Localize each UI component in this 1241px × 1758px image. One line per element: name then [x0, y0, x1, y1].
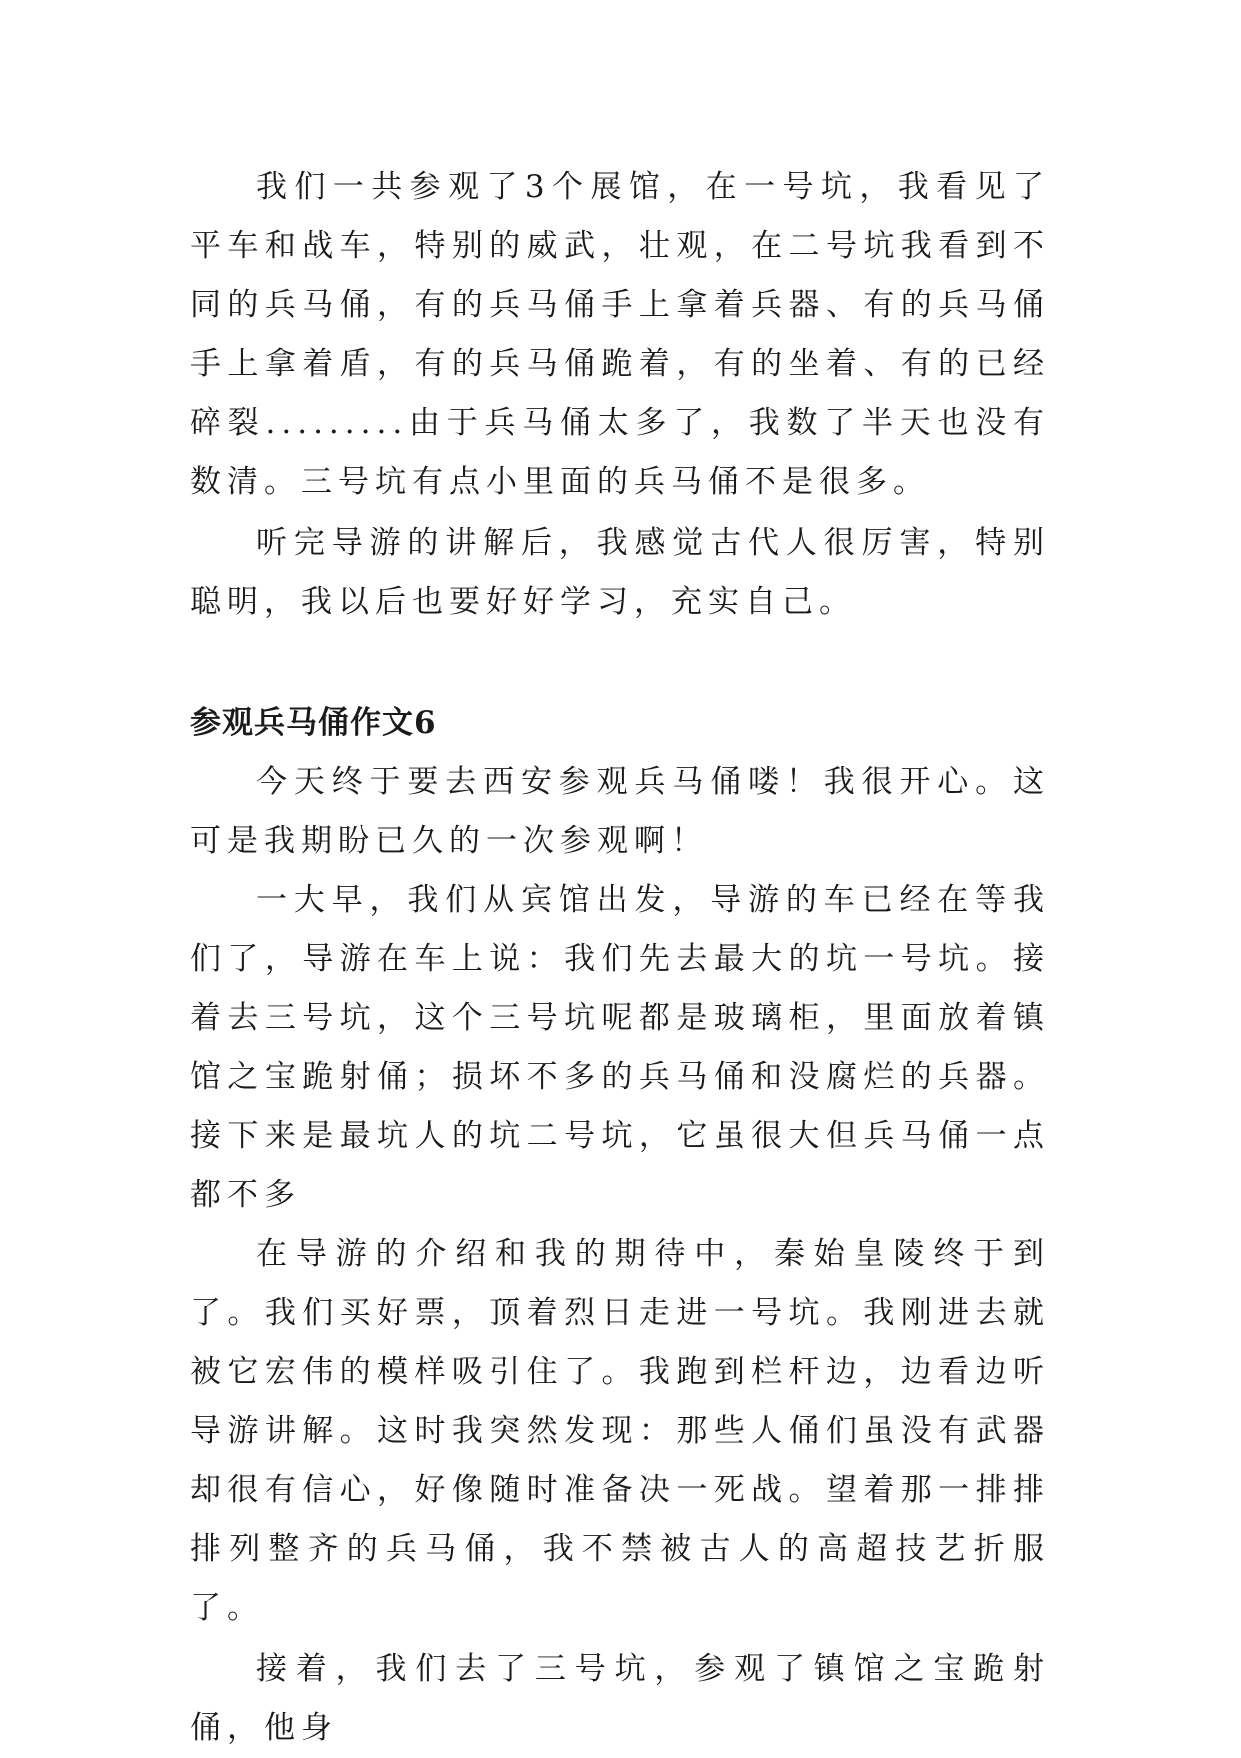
- paragraph-pit-three: 接着，我们去了三号坑，参观了镇馆之宝跪射俑，他身: [190, 1651, 1050, 1746]
- document-page: [190, 158, 1050, 1758]
- paragraph-trip-start: 今天终于要去西安参观兵马俑喽！我很开心。这可是我期盼已久的一次参观啊！: [190, 764, 1050, 859]
- paragraph-morning-departure: 一大早，我们从宾馆出发，导游的车已经在等我们了，导游在车上说：我们先去最大的坑一号坑。接着去三号坑，这个三号坑呢都是玻璃柜，里面放着镇馆之宝跪射俑；损坏不多的兵马俑和没腐烂的兵器。接下来是最坑人的坑二号坑，它虽很大但兵马俑一点都不多: [190, 882, 1050, 1213]
- paragraph-exhibits: 我们一共参观了3个展馆，在一号坑，我看见了平车和战车，特别的威武，壮观，在二号坑我看到不同的兵马俑，有的兵马俑手上拿着兵器、有的兵马俑手上拿着盾，有的兵马俑跪着，有的坐着、有的已经碎裂.........由于兵马俑太多了，我数了半天也没有数清。三号坑有点小里面的兵马俑不是很多。: [190, 169, 1050, 500]
- paragraph-guide-impression: 听完导游的讲解后，我感觉古代人很厉害，特别聪明，我以后也要好好学习，充实自己。: [190, 525, 1050, 620]
- paragraph-pit-one: 在导游的介绍和我的期待中，秦始皇陵终于到了。我们买好票，顶着烈日走进一号坑。我刚进去就被它宏伟的模样吸引住了。我跑到栏杆边，边看边听导游讲解。这时我突然发现：那些人俑们虽没有武器却很有信心，好像随时准备决一死战。望着那一排排排列整齐的兵马俑，我不禁被古人的高超技艺折服了。: [190, 1236, 1050, 1626]
- section-title: 参观兵马俑作文6: [190, 705, 437, 741]
